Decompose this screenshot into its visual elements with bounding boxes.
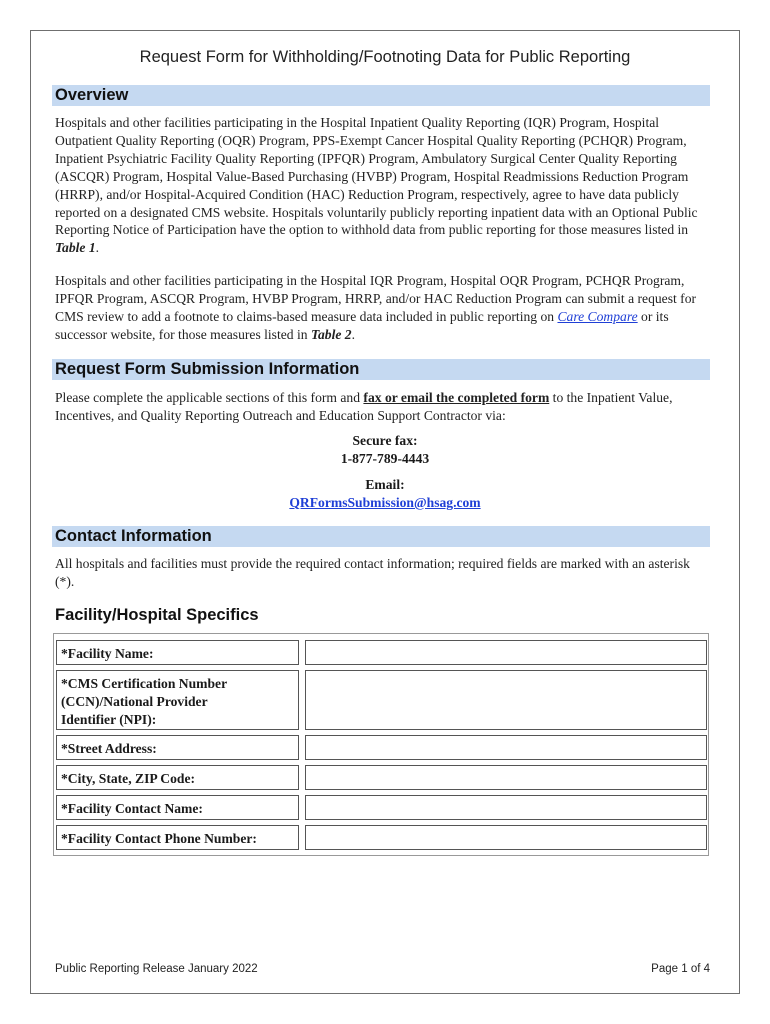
table-2-reference: Table 2 [310,326,352,342]
overview-paragraph-1-end: . [95,240,100,256]
overview-paragraph-2-end: . [351,326,356,342]
fax-block [30,432,740,468]
facility-contact-phone-input[interactable] [305,825,707,850]
facility-contact-name-input[interactable] [305,795,707,820]
document-title: Request Form for Withholding/Footnoting Data for Public Reporting [139,48,631,66]
overview-paragraph-2 [55,272,707,344]
email-block [30,476,740,512]
submission-text-end: to the Inpatient Value, Incentives, and Quality Reporting Outreach and Education Support Contractor via: [55,390,673,423]
contact-heading: Contact Information [52,526,710,547]
fax-number: 1-877-789-4443 [340,450,430,466]
facility-name-input[interactable] [305,640,707,665]
email-label: Email: [365,477,405,492]
ccn-npi-label: *CMS Certification Number (CCN)/National Provider Identifier (NPI): [56,670,299,730]
footer-page-number: Page 1 of 4 [651,963,710,975]
overview-paragraph-2-mid: or its successor website, for those measures listed in [55,308,669,342]
street-address-label: *Street Address: [56,735,299,760]
fax-label: Secure fax: [352,433,418,448]
contact-paragraph: All hospitals and facilities must provide the required contact information; required fields are marked with an asterisk (*). [55,556,690,589]
facility-heading: Facility/Hospital Specifics [55,606,259,624]
table-1-reference: Table 1 [55,240,96,256]
submission-text-start: Please complete the applicable sections of this form and [55,390,364,405]
city-state-zip-input[interactable] [305,765,707,790]
overview-paragraph-1-text: Hospitals and other facilities participating in the Hospital Inpatient Quality Reporting (IQR) Program, Hospital Outpatient Quality Reporting (OQR) Program, PPS-Exempt Cancer Hospital Quality Reporting (PCHQR) Program, Inpatient Psychiatric Facility Quality Reporting (IPFQR) Program, Ambulatory Surgical Center Quality Reporting (ASCQR) Program, Hospital Value-Based Purchasing (HVBP) Program, Hospital Readmissions Reduction Program (HRRP), and/or Hospital-Acquired Condition (HAC) Reduction Program, respectively, agree to have data publicly reported on a designated CMS website. Hospitals voluntarily publicly reporting inpatient data with an Optional Public Reporting Notice of Participation have the option to withhold data from public reporting for those measures listed in [55,115,698,238]
street-address-input[interactable] [305,735,707,760]
facility-contact-name-label: *Facility Contact Name: [56,795,299,820]
overview-paragraph-1 [55,114,707,257]
care-compare-link[interactable]: Care Compare [557,308,638,324]
city-state-zip-label: *City, State, ZIP Code: [56,765,299,790]
footer-release: Public Reporting Release January 2022 [55,963,258,975]
overview-heading: Overview [52,85,710,106]
overview-paragraph-2-text: Hospitals and other facilities participating in the Hospital IQR Program, Hospital OQR Program, PCHQR Program, IPFQR Program, ASCQR Program, HVBP Program, HRRP, and/or HAC Reduction Program can submit a request for CMS review to add a footnote to claims-based measure data included in public reporting on [55,273,697,324]
email-link[interactable]: QRFormsSubmission@hsag.com [289,494,481,510]
submission-heading: Request Form Submission Information [52,359,710,380]
ccn-npi-input[interactable] [305,670,707,730]
submission-text-bold: fax or email the completed form [363,390,550,405]
facility-contact-phone-label: *Facility Contact Phone Number: [56,825,299,850]
submission-paragraph [55,389,707,425]
facility-name-label: *Facility Name: [56,640,299,665]
